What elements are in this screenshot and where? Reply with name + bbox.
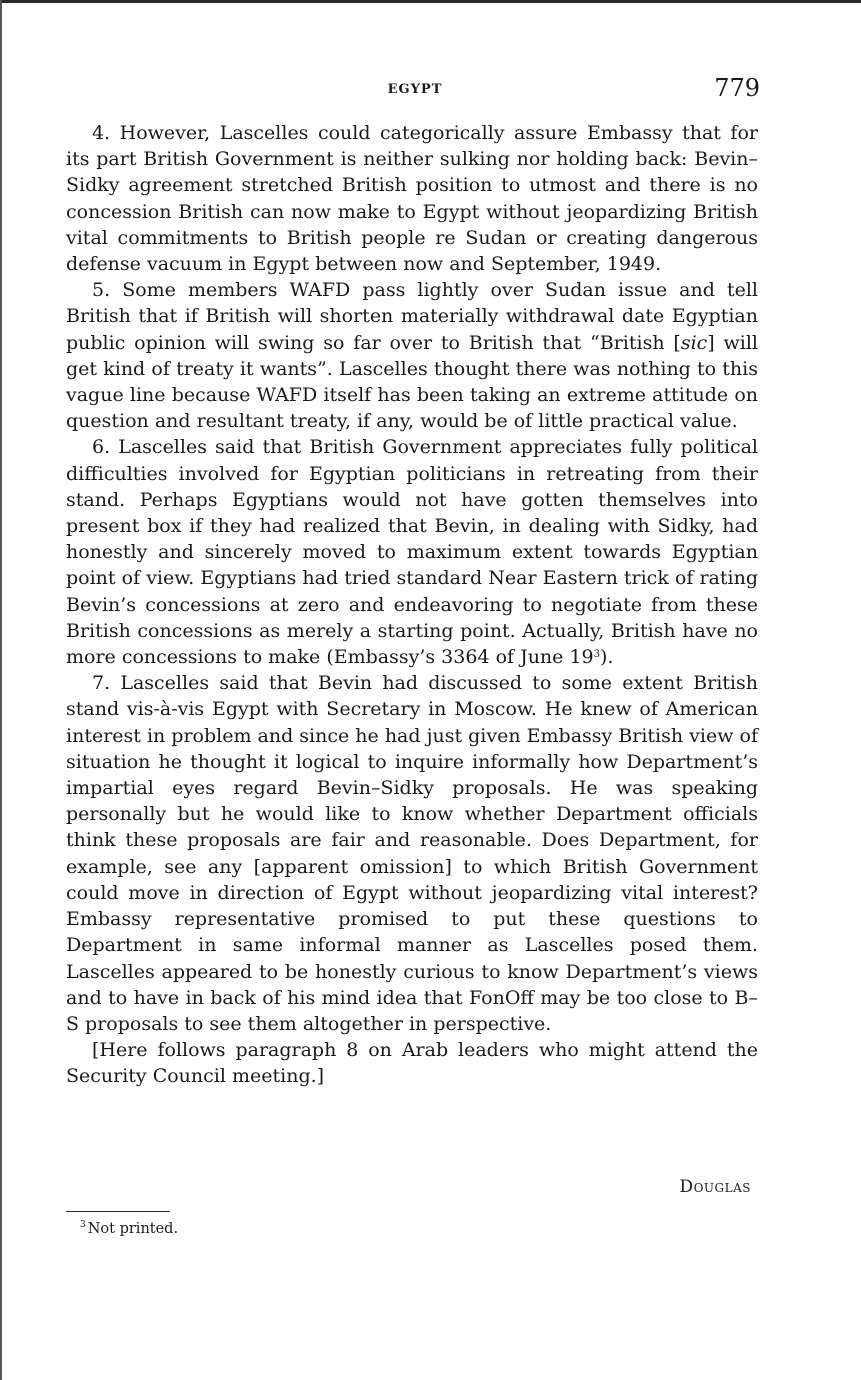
paragraph-6-text-b: ). xyxy=(600,646,614,669)
page-number: 779 xyxy=(714,74,760,102)
paragraph-5-text-a: 5. Some members WAFD pass lightly over Sudan issue and tell British that if British will shorten materially withdrawal date Egyptian public opinion will swing so far over to British that “British [ xyxy=(66,279,758,354)
page-header xyxy=(70,72,760,108)
footnote-reference: 3 xyxy=(593,649,601,661)
signature: Douglas xyxy=(679,1177,751,1197)
running-head: EGYPT xyxy=(387,82,443,97)
paragraph-5-text-b: ] will get kind of treaty it wants”. Lascelles thought there was nothing to this vague line because WAFD itself has been taking an extreme attitude on question and resultant treaty, if any, would be of little practical value. xyxy=(66,331,759,433)
footnote xyxy=(80,1220,178,1237)
footnote-text: Not printed. xyxy=(87,1220,179,1237)
paragraph-8-editorial-note: [Here follows paragraph 8 on Arab leaders who might attend the Security Council meeting.] xyxy=(66,1039,758,1088)
paragraph-7: 7. Lascelles said that Bevin had discussed to some extent British stand vis-à-vis Egypt with Secretary in Moscow. He knew of American interest in problem and since he had just given Embassy British view of situation he thought it logical to inquire informally how Department’s impartial eyes regard Bevin–Sidky proposals. He was speaking personally but he would like to know whether Department officials think these proposals are fair and reasonable. Does Department, for example, see any [apparent omission] to which British Government could move in direction of Egypt without jeopardizing vital interest? Embassy representative promised to put these questions to Department in same informal manner as Lascelles posed them. Lascelles appeared to be honestly curious to know Department’s views and to have in back of his mind idea that FonOff may be too close to B–S proposals to see them altogether in perspective. xyxy=(66,672,758,1035)
left-border xyxy=(0,0,2,1380)
paragraph-4: 4. However, Lascelles could categorically assure Embassy that for its part British Government is neither sulking nor holding back: Bevin–Sidky agreement stretched British position to utmost and there is no concession British can now make to Egypt without jeopardizing British vital commitments to British people re Sudan or creating dangerous defense vacuum in Egypt between now and September, 1949. xyxy=(66,122,758,276)
document-body xyxy=(66,120,758,1090)
footnote-marker: 3 xyxy=(80,1220,86,1230)
paragraph-6 xyxy=(66,434,758,670)
top-border xyxy=(0,0,861,3)
footnote-divider xyxy=(66,1211,170,1212)
paragraph-5 xyxy=(66,277,758,434)
paragraph-6-text-a: 6. Lascelles said that British Government appreciates fully political difficulties involved for Egyptian politicians in retreating from their stand. Perhaps Egyptians would not have gotten themselves into present box if they had realized that Bevin, in dealing with Sidky, had honestly and sincerely moved to maximum extent towards Egyptian point of view. Egyptians had tried standard Near Eastern trick of rating Bevin’s concessions at zero and endeavoring to negotiate from these British concessions as merely a starting point. Actually, British have no more concessions to make (Embassy’s 3364 of June 19 xyxy=(66,436,758,669)
sic-annotation: sic xyxy=(680,331,708,354)
